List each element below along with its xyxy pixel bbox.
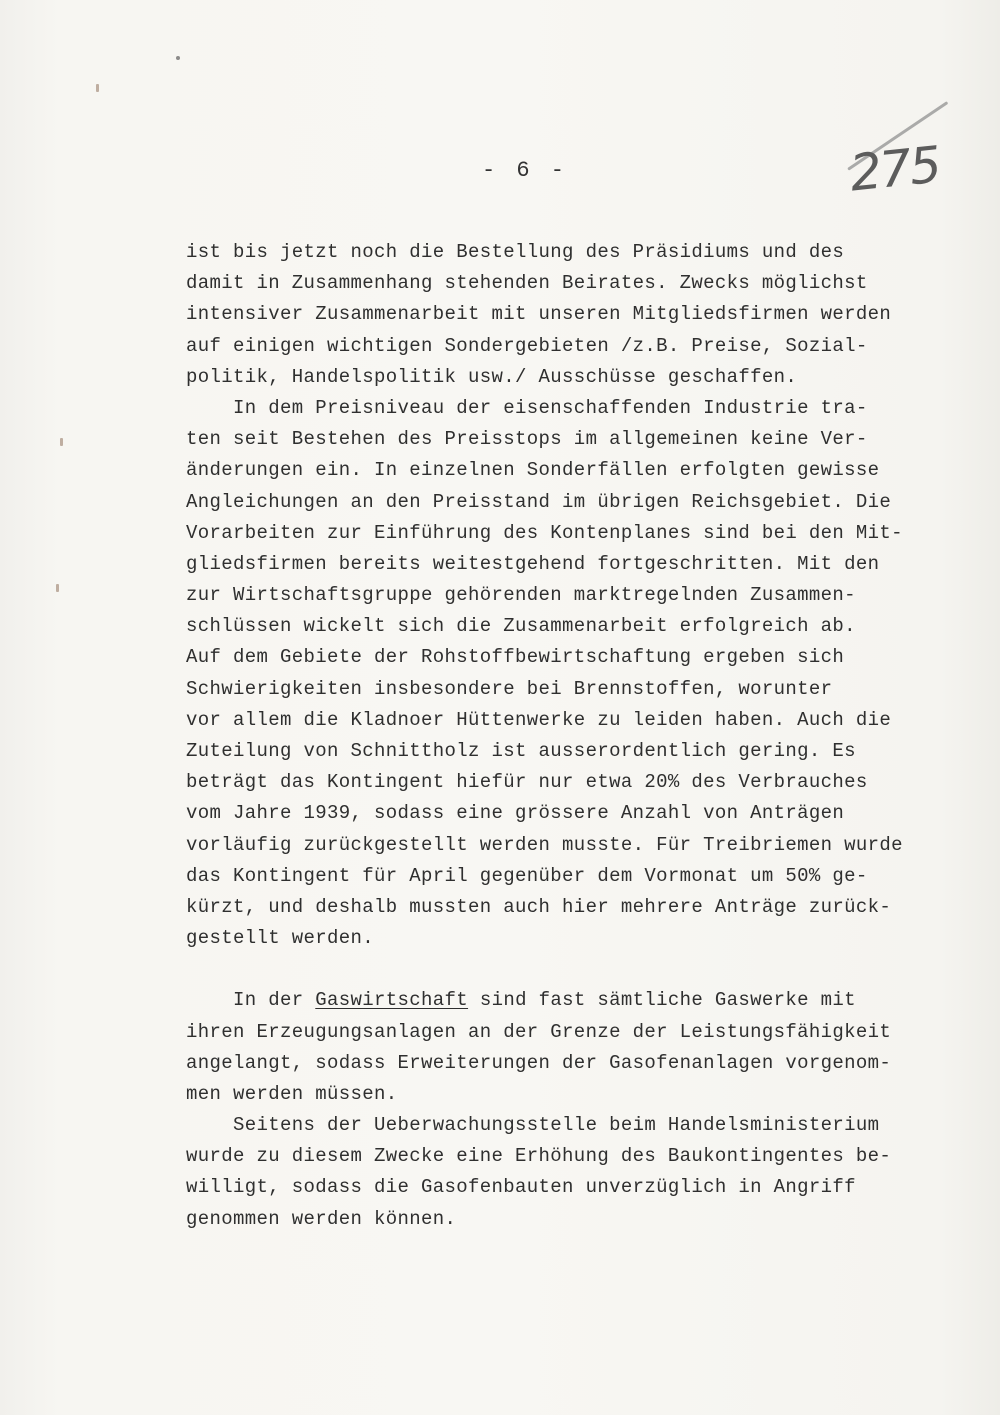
text-line: Seitens der Ueberwachungsstelle beim Handelsministerium [186,1114,880,1137]
paragraph-4 [186,1110,946,1235]
text-line: ihren Erzeugungsanlagen an der Grenze der Leistungsfähigkeit [186,1020,892,1043]
document-body [186,237,946,1235]
text-line: beträgt das Kontingent hiefür nur etwa 20% des Verbrauches [186,771,868,794]
text-line: intensiver Zusammenarbeit mit unseren Mitgliedsfirmen werden [186,303,892,326]
paper-blemish [176,56,180,60]
text-line: gliedsfirmen bereits weitestgehend fortgeschritten. Mit den [186,552,880,575]
paragraph-3 [186,985,946,1110]
text-line: politik, Handelspolitik usw./ Ausschüsse geschaffen. [186,365,798,388]
paper-blemish [60,438,63,446]
underlined-keyword: Gaswirtschaft [315,989,469,1012]
handwritten-folio-number: 275 [847,135,943,203]
text-line: Angleichungen an den Preisstand im übrigen Reichsgebiet. Die [186,490,892,513]
text-line: willigt, sodass die Gasofenbauten unverzüglich in Angriff [186,1176,856,1199]
text-line: Schwierigkeiten insbesondere bei Brennstoffen, worunter [186,677,833,700]
text-line: Zuteilung von Schnittholz ist ausserordentlich gering. Es [186,740,856,762]
text-line: vorläufig zurückgestellt werden musste. Für Treibriemen wurde [186,833,903,856]
text-line [186,985,946,1016]
text-line: das Kontingent für April gegenüber dem Vormonat um 50% ge- [186,864,868,887]
text-line: men werden müssen. [186,1082,398,1105]
text-run: sind fast sämtliche Gaswerke mit [468,989,856,1012]
paper-blemish [56,584,59,592]
paragraph-1 [186,237,946,393]
text-line: Auf dem Gebiete der Rohstoffbewirtschaftung ergeben sich [186,646,845,669]
text-line: kürzt, und deshalb mussten auch hier mehrere Anträge zurück- [186,895,892,918]
text-line: ten seit Bestehen des Preisstops im allgemeinen keine Ver- [186,428,868,451]
text-run: In der [186,989,316,1012]
page-number: - 6 - [482,158,569,183]
paragraph-spacer [186,954,946,985]
text-line: In dem Preisniveau der eisenschaffenden Industrie tra- [186,396,868,419]
text-line: genommen werden können. [186,1207,457,1230]
text-line: änderungen ein. In einzelnen Sonderfällen erfolgten gewisse [186,459,880,482]
text-line: vor allem die Kladnoer Hüttenwerke zu leiden haben. Auch die [186,708,892,731]
text-line: ist bis jetzt noch die Bestellung des Präsidiums und des [186,241,845,263]
text-line: gestellt werden. [186,927,375,950]
paragraph-2 [186,393,946,954]
text-line: zur Wirtschaftsgruppe gehörenden marktregelnden Zusammen- [186,584,856,607]
text-line: damit in Zusammenhang stehenden Beirates. Zwecks möglichst [186,272,868,295]
text-line: Vorarbeiten zur Einführung des Kontenplanes sind bei den Mit- [186,521,903,544]
text-line: schlüssen wickelt sich die Zusammenarbeit erfolgreich ab. [186,615,856,638]
text-line: vom Jahre 1939, sodass eine grössere Anzahl von Anträgen [186,802,845,825]
text-line: auf einigen wichtigen Sondergebieten /z.B. Preise, Sozial- [186,334,868,357]
paper-blemish [96,84,99,92]
text-line: wurde zu diesem Zwecke eine Erhöhung des Baukontingentes be- [186,1145,892,1168]
text-line: angelangt, sodass Erweiterungen der Gasofenanlagen vorgenom- [186,1051,892,1074]
